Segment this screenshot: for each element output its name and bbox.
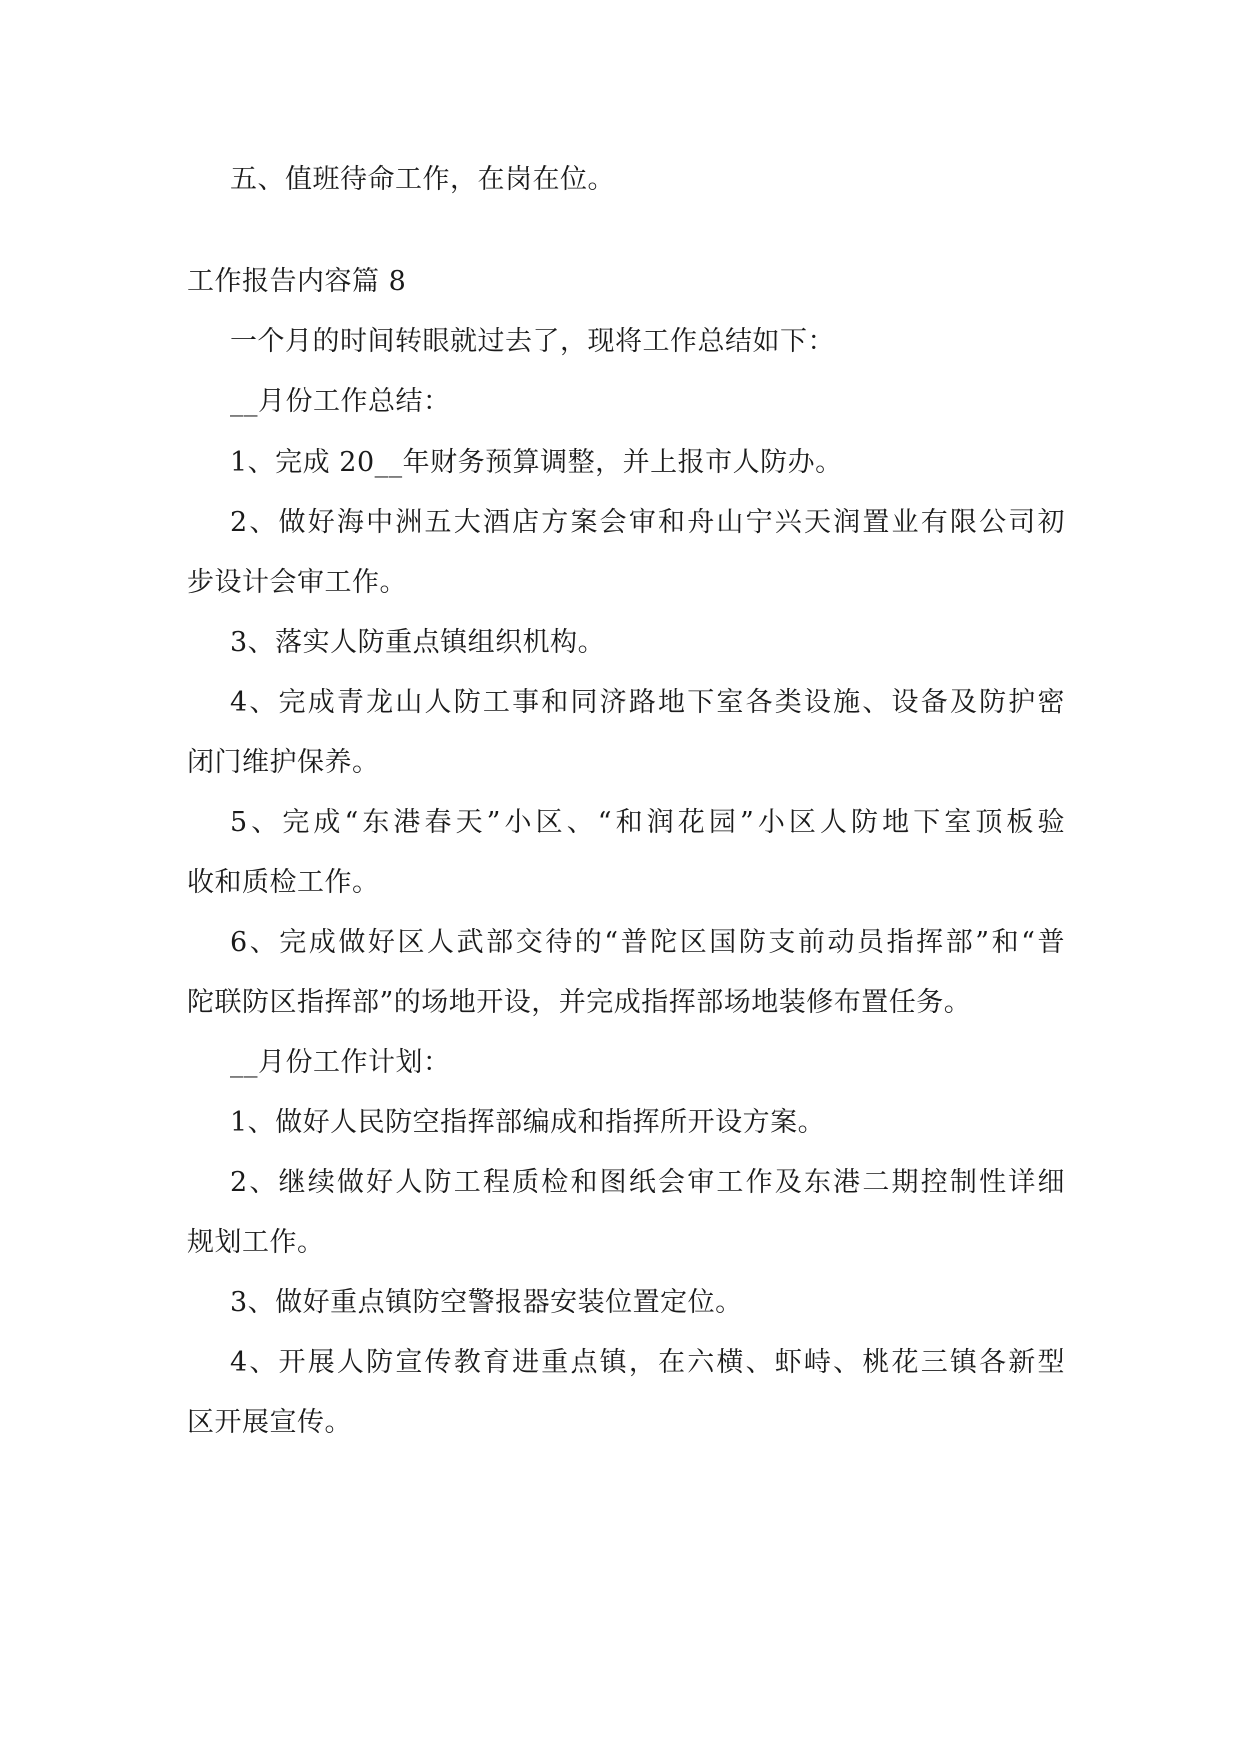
subsection-heading: __月份工作计划： <box>230 1047 451 1078</box>
list-item: 2、继续做好人防工程质检和图纸会审工作及东港二期控制性详细 <box>230 1167 1065 1198</box>
list-item-continuation: 区开展宣传。 <box>187 1407 352 1438</box>
list-item: 4、完成青龙山人防工事和同济路地下室各类设施、设备及防护密 <box>230 687 1065 718</box>
list-item: 1、完成 20__年财务预算调整，并上报市人防办。 <box>230 447 843 478</box>
list-item-continuation: 收和质检工作。 <box>187 867 380 898</box>
list-item: 3、做好重点镇防空警报器安装位置定位。 <box>230 1287 743 1318</box>
list-item: 1、做好人民防空指挥部编成和指挥所开设方案。 <box>230 1107 826 1138</box>
list-item: 5、完成“东港春天”小区、“和润花园”小区人防地下室顶板验 <box>230 807 1065 838</box>
list-item-continuation: 陀联防区指挥部”的场地开设，并完成指挥部场地装修布置任务。 <box>187 987 972 1018</box>
list-item: 6、完成做好区人武部交待的“普陀区国防支前动员指挥部”和“普 <box>230 927 1065 958</box>
paragraph-line: 一个月的时间转眼就过去了，现将工作总结如下： <box>230 326 835 357</box>
subsection-heading: __月份工作总结： <box>230 386 451 417</box>
list-item: 2、做好海中洲五大酒店方案会审和舟山宁兴天润置业有限公司初 <box>230 507 1065 538</box>
list-item: 4、开展人防宣传教育进重点镇，在六横、虾峙、桃花三镇各新型 <box>230 1347 1065 1378</box>
list-item: 3、落实人防重点镇组织机构。 <box>230 627 606 658</box>
list-item-continuation: 闭门维护保养。 <box>187 747 380 778</box>
list-item-continuation: 规划工作。 <box>187 1227 325 1258</box>
section-heading: 工作报告内容篇 8 <box>187 266 407 297</box>
paragraph-line: 五、值班待命工作，在岗在位。 <box>230 164 615 195</box>
list-item-continuation: 步设计会审工作。 <box>187 567 407 598</box>
